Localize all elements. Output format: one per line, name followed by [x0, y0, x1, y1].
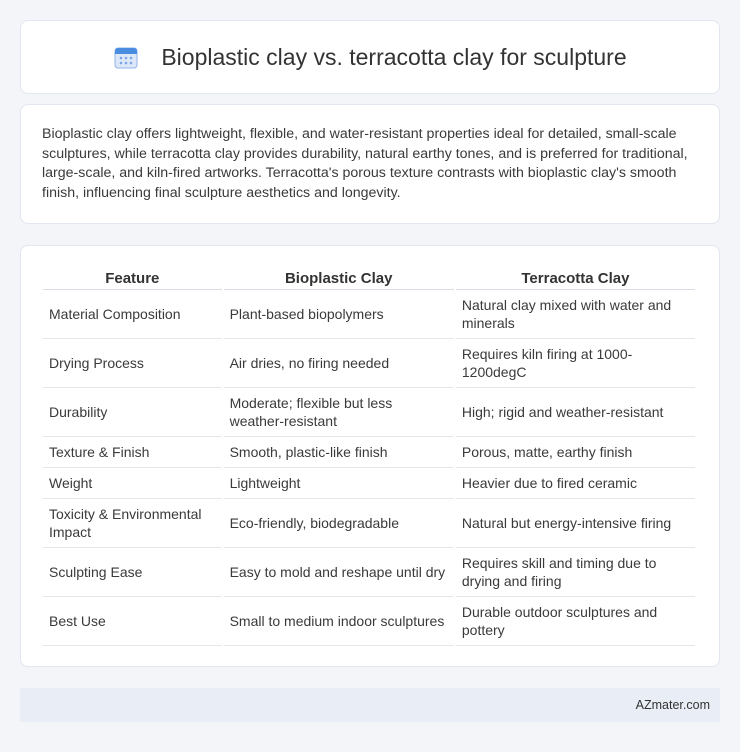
- terracotta-cell: High; rigid and weather-resistant: [456, 388, 695, 437]
- header-bioplastic: Bioplastic Clay: [224, 266, 454, 290]
- table-row: [43, 499, 695, 548]
- feature-cell: Drying Process: [43, 339, 222, 388]
- header-terracotta: Terracotta Clay: [456, 266, 695, 290]
- terracotta-cell: Durable outdoor sculptures and pottery: [456, 597, 695, 646]
- intro-card: [20, 104, 720, 224]
- bioplastic-cell: Lightweight: [224, 468, 454, 499]
- table-row: [43, 597, 695, 646]
- table-row: [43, 339, 695, 388]
- feature-cell: Weight: [43, 468, 222, 499]
- bioplastic-cell: Moderate; flexible but less weather-resistant: [224, 388, 454, 437]
- comparison-card: [20, 245, 720, 667]
- feature-cell: Texture & Finish: [43, 437, 222, 468]
- terracotta-cell: Heavier due to fired ceramic: [456, 468, 695, 499]
- feature-cell: Sculpting Ease: [43, 548, 222, 597]
- feature-cell: Material Composition: [43, 290, 222, 339]
- intro-paragraph: Bioplastic clay offers lightweight, flexible, and water-resistant properties ideal for detailed, small-scale sculptures, while terracotta clay provides durability, natural earthy tones, and is preferred for traditional, large-scale, and kiln-fired artworks. Terracotta's porous texture contrasts with bioplastic clay's smooth finish, influencing final sculpture aesthetics and longevity.: [42, 126, 688, 201]
- terracotta-cell: Requires skill and timing due to drying and firing: [456, 548, 695, 597]
- bioplastic-cell: Small to medium indoor sculptures: [224, 597, 454, 646]
- title-card: [20, 20, 720, 94]
- table-row: [43, 468, 695, 499]
- bioplastic-cell: Plant-based biopolymers: [224, 290, 454, 339]
- bioplastic-cell: Eco-friendly, biodegradable: [224, 499, 454, 548]
- terracotta-cell: Natural but energy-intensive firing: [456, 499, 695, 548]
- bioplastic-cell: Smooth, plastic-like finish: [224, 437, 454, 468]
- feature-cell: Durability: [43, 388, 222, 437]
- table-row: [43, 290, 695, 339]
- table-row: [43, 437, 695, 468]
- feature-cell: Toxicity & Environmental Impact: [43, 499, 222, 548]
- page-title: Bioplastic clay vs. terracotta clay for sculpture: [161, 43, 627, 70]
- header-feature: Feature: [43, 266, 222, 290]
- table-row: [43, 548, 695, 597]
- feature-cell: Best Use: [43, 597, 222, 646]
- bioplastic-cell: Easy to mold and reshape until dry: [224, 548, 454, 597]
- comparison-table: [41, 266, 697, 646]
- table-row: [43, 388, 695, 437]
- footer-brand[interactable]: AZmater.com: [635, 698, 710, 712]
- terracotta-cell: Porous, matte, earthy finish: [456, 437, 695, 468]
- bioplastic-cell: Air dries, no firing needed: [224, 339, 454, 388]
- terracotta-cell: Requires kiln firing at 1000-1200degC: [456, 339, 695, 388]
- terracotta-cell: Natural clay mixed with water and minerals: [456, 290, 695, 339]
- table-header-row: [43, 266, 695, 290]
- footer-bar: [20, 688, 720, 722]
- calendar-icon: [113, 44, 139, 70]
